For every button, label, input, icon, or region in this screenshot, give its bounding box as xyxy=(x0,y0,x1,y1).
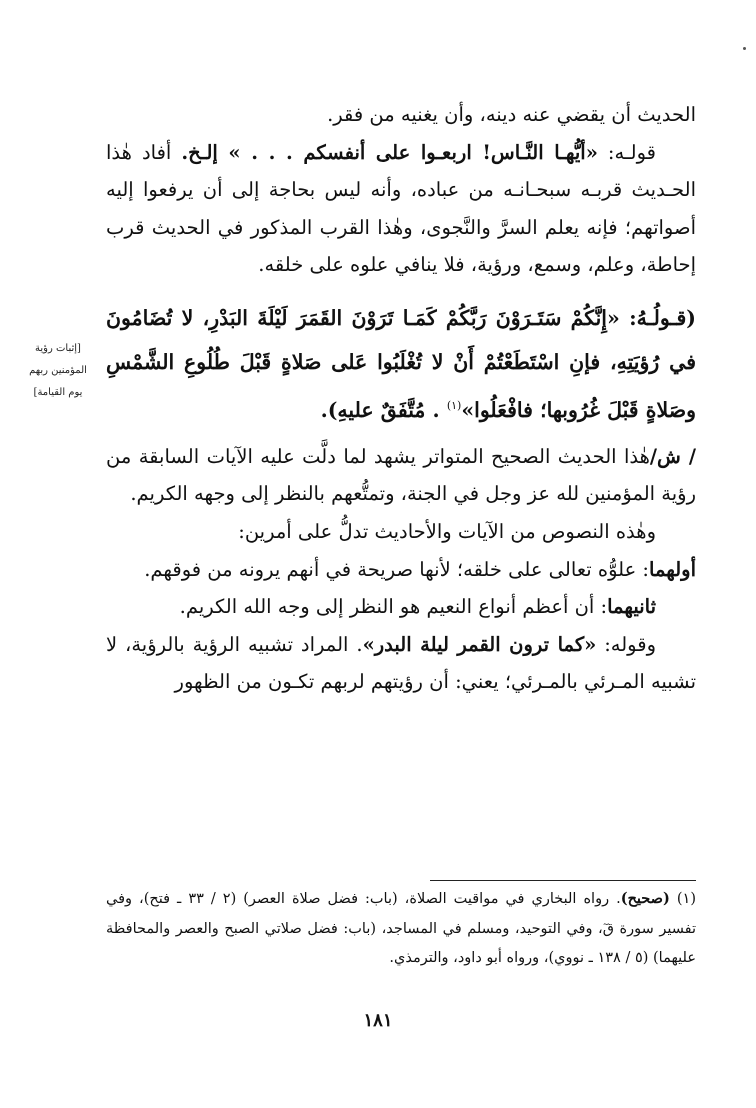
second-label: ثانيهما xyxy=(607,595,656,619)
spacer xyxy=(106,284,696,296)
paragraph-2-lead: قولـه: xyxy=(597,140,657,164)
margin-note-line-3: يوم القيامة] xyxy=(33,387,83,398)
hadith-paragraph xyxy=(106,296,696,432)
page-mark xyxy=(743,47,746,50)
two-matters-text: وهٰذه النصوص من الآيات والأحاديث تدلُّ على أمرين: xyxy=(238,519,656,543)
sharh-paragraph xyxy=(106,438,696,513)
hadith-text: (قـولُـهُ: «إِنَّكُمْ سَتَـرَوْنَ رَبَّكُمْ كَمَـا تَرَوْنَ القَمَرَ لَيْلَةَ البَدْرِ، لا تُضَامُونَ في رُؤيَتِهِ، فإنِ اسْتَطَعْتُمْ أَنْ لا تُغْلَبُوا عَلى صَلاةٍ قَبْلَ طُلُوعِ الشَّمْسِ وصَلاةٍ قَبْلَ غُرُوبها؛ فافْعَلُوا» xyxy=(106,305,696,422)
footnotes xyxy=(106,884,696,974)
first-label: أولهما xyxy=(649,557,696,581)
paragraph-2-quote: «أيُّهـا النَّـاس! اربعـوا على أنفسكم . . . » إلـخ. xyxy=(181,140,598,164)
last-text: . المراد تشبيه الرؤية بالرؤية، لا تشبيه المـرئي بالمـرئي؛ يعني: أن رؤيتهم لربهم تكـون من الظهور xyxy=(106,632,696,694)
footnote-1 xyxy=(106,884,696,974)
second-text: : أن أعظم أنواع النعيم هو النظر إلى وجه الله الكريم. xyxy=(179,595,608,619)
margin-note xyxy=(20,338,96,404)
footnote-divider xyxy=(430,880,696,881)
hadith-tail: . مُتَّفَقٌ عليهِ). xyxy=(320,397,447,422)
paragraph-two-matters xyxy=(106,513,696,551)
sharh-text: هٰذا الحديث الصحيح المتواتر يشهد لما دلَّت عليه الآيات السابقة من رؤية المؤمنين لله عز وجل في الجنة، وتمتُّعهم بالنظر إلى وجهه الكريم. xyxy=(106,444,696,506)
paragraph-last xyxy=(106,626,696,701)
last-quote: «كما ترون القمر ليلة البدر» xyxy=(362,632,597,656)
footnote-number: (١) xyxy=(676,891,696,907)
first-text: : علوُّه تعالى على خلقه؛ لأنها صريحة في أنهم يرونه من فوقهم. xyxy=(144,557,650,581)
margin-note-line-2: المؤمنين ربهم xyxy=(29,365,87,376)
margin-note-line-1: [إثبات رؤية xyxy=(35,343,81,354)
footnote-grade: (صحيح) xyxy=(620,890,670,907)
paragraph-1 xyxy=(106,96,696,134)
page-number: ١٨١ xyxy=(363,1010,393,1031)
paragraph-1-text: الحديث أن يقضي عنه دينه، وأن يغنيه من فقر. xyxy=(327,103,696,126)
sharh-marker: / ش/ xyxy=(649,444,696,468)
footnote-text: . رواه البخاري في مواقيت الصلاة، (باب: فضل صلاة العصر) (٢ / ٣٣ ـ فتح)، وفي تفسير سورة قٓ، وفي التوحيد، ومسلم في المساجد، (باب: فضل صلاتي الصبح والعصر والمحافظة عليهما) (٥ / ١٣٨ ـ نووي)، ورواه أبو داود، والترمذي. xyxy=(106,891,696,966)
main-text xyxy=(106,96,696,701)
footnote-reference: (١) xyxy=(446,398,462,412)
paragraph-second xyxy=(106,588,696,626)
paragraph-first xyxy=(106,551,696,589)
paragraph-2 xyxy=(106,134,696,284)
last-lead: وقوله: xyxy=(596,632,656,656)
paragraph-2-rest: أفاد هٰذا الحـديث قربـه سبحـانـه من عباده، وأنه ليس بحاجة إلى أن يرفعوا إليه أصواتهم؛ فإنه يعلم السرَّ والنَّجوى، وهٰذا القرب المذكور في الحديث قرب إحاطة، وعلم، وسمع، ورؤية، فلا ينافي علوه على خلقه. xyxy=(106,140,696,277)
